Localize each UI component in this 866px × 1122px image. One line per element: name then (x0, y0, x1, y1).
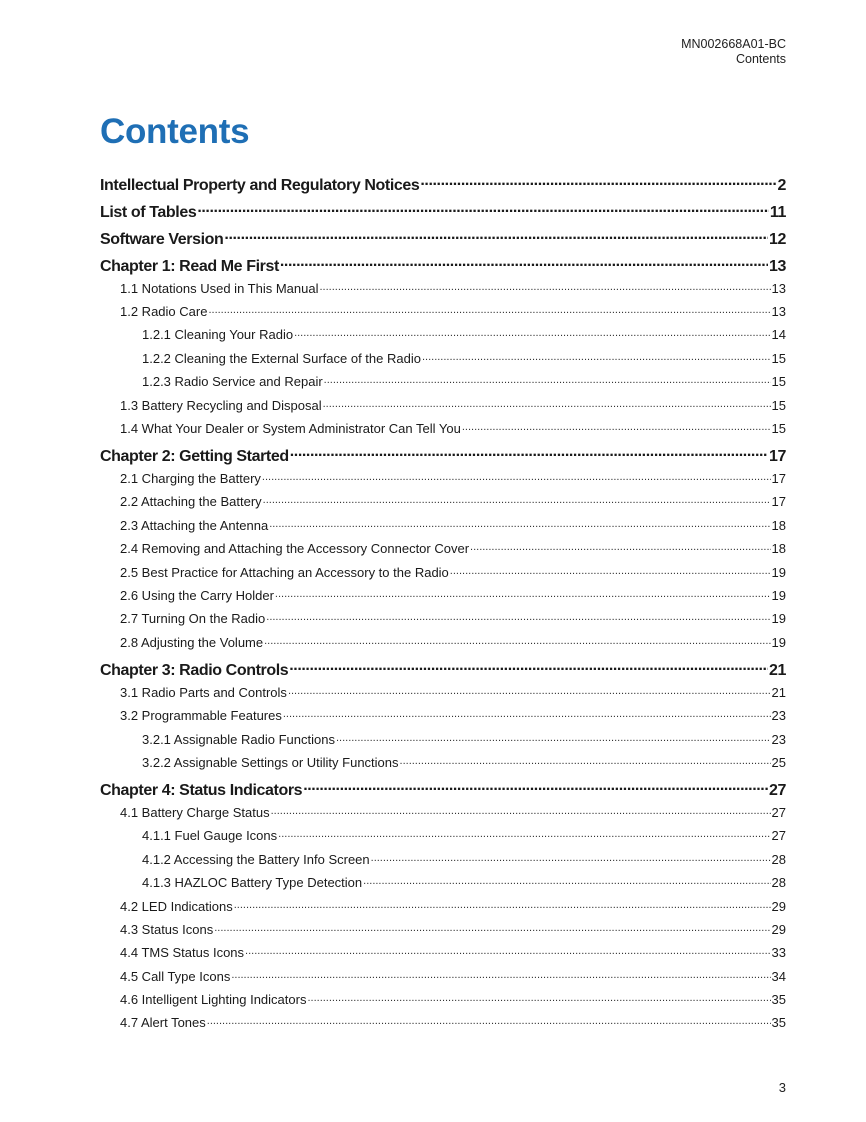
dot-leader (319, 277, 770, 293)
dot-leader (303, 775, 768, 795)
page-header (681, 37, 786, 67)
toc-entry-title: 1.2 Radio Care (120, 304, 208, 319)
toc-entry[interactable] (120, 490, 786, 509)
toc-entry-title: 1.2.2 Cleaning the External Surface of the Radio (142, 351, 421, 366)
dot-leader (462, 417, 771, 433)
toc-entry-title: 4.4 TMS Status Icons (120, 945, 245, 960)
toc-entry-title: 1.4 What Your Dealer or System Administrator Can Tell You (120, 421, 461, 436)
document-id: MN002668A01-BC (681, 37, 786, 51)
toc-entry-page: 35 (771, 1015, 786, 1030)
dot-leader (324, 370, 771, 386)
toc-entry[interactable] (120, 584, 786, 603)
dot-leader (280, 251, 768, 271)
toc-entry-page: 19 (771, 588, 786, 603)
toc-entry-page: 29 (771, 899, 786, 914)
toc-entry-page: 25 (771, 755, 786, 770)
dot-leader (269, 514, 770, 530)
toc-entry-page: 15 (771, 421, 786, 436)
toc-entry[interactable] (120, 801, 786, 820)
dot-leader (307, 988, 770, 1004)
toc-entry-page: 15 (771, 351, 786, 366)
dot-leader (197, 197, 769, 217)
toc-entry-page: 17 (771, 494, 786, 509)
toc-entry-page: 21 (769, 662, 786, 679)
toc-entry-page: 28 (771, 852, 786, 867)
toc-entry-title: 2.1 Charging the Battery (120, 471, 261, 486)
toc-entry[interactable] (120, 965, 786, 984)
toc-entry[interactable] (142, 347, 786, 366)
toc-entry[interactable] (100, 170, 786, 194)
toc-entry[interactable] (120, 607, 786, 626)
toc-entry[interactable] (120, 918, 786, 937)
toc-entry-page: 11 (769, 204, 786, 221)
toc-entry[interactable] (120, 467, 786, 486)
toc-entry-title: 4.1.3 HAZLOC Battery Type Detection (142, 875, 363, 890)
dot-leader (263, 490, 771, 506)
toc-entry[interactable] (142, 323, 786, 342)
toc-entry-title: 4.5 Call Type Icons (120, 969, 231, 984)
dot-leader (422, 347, 771, 363)
toc-entry-title: 1.3 Battery Recycling and Disposal (120, 398, 322, 413)
toc-entry-page: 28 (771, 875, 786, 890)
toc-entry-title: 2.3 Attaching the Antenna (120, 518, 269, 533)
toc-entry[interactable] (120, 631, 786, 650)
dot-leader (420, 170, 776, 190)
toc-entry-title: 3.1 Radio Parts and Controls (120, 685, 287, 700)
toc-entry[interactable] (120, 704, 786, 723)
toc-entry[interactable] (100, 441, 786, 465)
dot-leader (231, 965, 770, 981)
dot-leader (207, 1011, 771, 1027)
toc-entry-page: 23 (771, 732, 786, 747)
toc-entry-page: 19 (771, 635, 786, 650)
toc-entry-page: 2 (777, 177, 786, 194)
toc-entry-title: 4.1.1 Fuel Gauge Icons (142, 828, 278, 843)
toc-entry-title: 1.1 Notations Used in This Manual (120, 281, 319, 296)
toc-entry-page: 13 (769, 258, 786, 275)
toc-entry-title: 1.2.3 Radio Service and Repair (142, 374, 323, 389)
dot-leader (266, 607, 770, 623)
toc-entry-page: 13 (771, 281, 786, 296)
dot-leader (294, 323, 770, 339)
toc-entry[interactable] (120, 300, 786, 319)
toc-entry[interactable] (142, 728, 786, 747)
toc-entry-title: 4.2 LED Indications (120, 899, 233, 914)
page-number: 3 (778, 1080, 786, 1095)
toc-entry-title: 3.2.2 Assignable Settings or Utility Functions (142, 755, 399, 770)
toc-entry-title: 2.5 Best Practice for Attaching an Accessory to the Radio (120, 565, 449, 580)
dot-leader (289, 655, 768, 675)
toc-entry-title: 4.6 Intelligent Lighting Indicators (120, 992, 307, 1007)
toc-entry-title: 2.8 Adjusting the Volume (120, 635, 264, 650)
dot-leader (371, 848, 771, 864)
dot-leader (363, 871, 770, 887)
dot-leader (271, 801, 771, 817)
toc-entry[interactable] (100, 775, 786, 799)
toc-entry-page: 19 (771, 565, 786, 580)
dot-leader (245, 941, 770, 957)
toc-entry[interactable] (100, 655, 786, 679)
dot-leader (214, 918, 770, 934)
toc-entry[interactable] (120, 681, 786, 700)
toc-entry-title: 4.1.2 Accessing the Battery Info Screen (142, 852, 370, 867)
toc-entry-title: Software Version (100, 231, 224, 248)
toc-entry-title: Chapter 4: Status Indicators (100, 782, 303, 799)
dot-leader (262, 467, 771, 483)
toc-entry-title: 2.4 Removing and Attaching the Accessory Connector Cover (120, 541, 470, 556)
toc-entry[interactable] (142, 871, 786, 890)
dot-leader (234, 895, 771, 911)
toc-entry[interactable] (120, 277, 786, 296)
toc-entry[interactable] (142, 751, 786, 770)
toc-entry[interactable] (120, 1011, 786, 1030)
toc-entry[interactable] (100, 251, 786, 275)
dot-leader (208, 300, 770, 316)
toc-entry-title: Chapter 1: Read Me First (100, 258, 279, 275)
toc-entry-page: 34 (771, 969, 786, 984)
dot-leader (400, 751, 771, 767)
toc-entry[interactable] (120, 941, 786, 960)
toc-entry[interactable] (100, 197, 786, 221)
toc-entry-page: 29 (771, 922, 786, 937)
toc-entry-page: 21 (771, 685, 786, 700)
toc-entry-page: 12 (769, 231, 786, 248)
toc-entry[interactable] (120, 537, 786, 556)
toc-entry-page: 27 (769, 782, 786, 799)
dot-leader (224, 224, 768, 244)
dot-leader (336, 728, 771, 744)
toc-entry-title: Chapter 3: Radio Controls (100, 662, 289, 679)
toc-entry[interactable] (120, 394, 786, 413)
toc-entry-title: 4.3 Status Icons (120, 922, 214, 937)
dot-leader (288, 681, 771, 697)
page-title: Contents (100, 112, 250, 151)
toc-entry-page: 23 (771, 708, 786, 723)
toc-entry[interactable] (120, 417, 786, 436)
toc-entry-title: Intellectual Property and Regulatory Notices (100, 177, 420, 194)
toc-entry-title: 1.2.1 Cleaning Your Radio (142, 327, 294, 342)
toc-entry-title: Chapter 2: Getting Started (100, 448, 289, 465)
toc-entry-page: 33 (771, 945, 786, 960)
toc-entry-title: 4.7 Alert Tones (120, 1015, 206, 1030)
dot-leader (323, 394, 771, 410)
toc-entry-page: 27 (771, 805, 786, 820)
toc-entry[interactable] (120, 561, 786, 580)
dot-leader (278, 824, 770, 840)
toc-entry-page: 19 (771, 611, 786, 626)
toc-entry-page: 27 (771, 828, 786, 843)
toc-entry[interactable] (120, 514, 786, 533)
toc-entry-page: 18 (771, 541, 786, 556)
toc-entry[interactable] (142, 824, 786, 843)
toc-entry-page: 35 (771, 992, 786, 1007)
toc-entry-title: List of Tables (100, 204, 197, 221)
toc-entry-page: 18 (771, 518, 786, 533)
toc-entry-title: 4.1 Battery Charge Status (120, 805, 270, 820)
toc-entry[interactable] (120, 988, 786, 1007)
toc-entry-title: 3.2 Programmable Features (120, 708, 282, 723)
toc-entry-page: 14 (771, 327, 786, 342)
dot-leader (450, 561, 771, 577)
toc-entry[interactable] (120, 895, 786, 914)
toc-entry-title: 3.2.1 Assignable Radio Functions (142, 732, 335, 747)
toc-entry[interactable] (142, 848, 786, 867)
toc-entry-title: 2.2 Attaching the Battery (120, 494, 262, 509)
toc-entry-title: 2.7 Turning On the Radio (120, 611, 266, 626)
toc-entry-title: 2.6 Using the Carry Holder (120, 588, 274, 603)
dot-leader (264, 631, 770, 647)
toc-entry-page: 17 (769, 448, 786, 465)
toc-entry-page: 17 (771, 471, 786, 486)
toc-entry[interactable] (142, 370, 786, 389)
dot-leader (470, 537, 771, 553)
toc-entry-page: 13 (771, 304, 786, 319)
toc-entry[interactable] (100, 224, 786, 248)
dot-leader (290, 441, 768, 461)
dot-leader (275, 584, 771, 600)
dot-leader (283, 704, 771, 720)
toc-entry-page: 15 (771, 374, 786, 389)
header-section: Contents (735, 52, 786, 66)
toc-entry-page: 15 (771, 398, 786, 413)
